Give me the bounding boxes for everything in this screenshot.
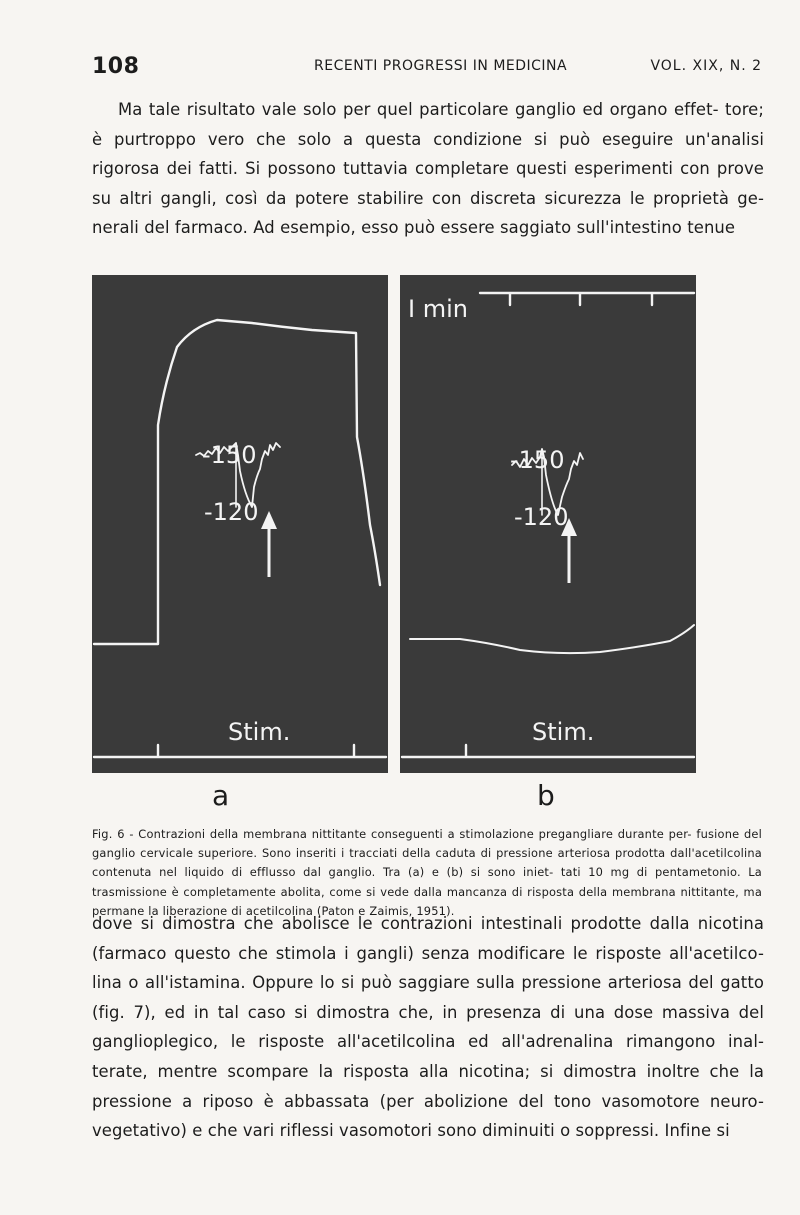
stim-label-b: Stim. — [532, 718, 595, 746]
label-120-b: -120 — [514, 503, 569, 531]
trace-svg-b — [400, 275, 696, 773]
page-header — [92, 52, 762, 86]
panel-letter-a: a — [212, 779, 230, 812]
body-paragraph-1: Ma tale risultato vale solo per quel particolare ganglio ed organo effet- tore; è purtroppo vero che solo a questa condizione si può eseguire un'analisi rigorosa dei fatti. Si possono tuttavia completare questi esperimenti con prove su altri gangli, così da potere stabilire con discreta sicurezza le proprietà ge- nerali del farmaco. Ad esempio, esso può essere saggiato sull'intestino tenue — [92, 100, 764, 238]
arrow-up-icon-a — [261, 511, 277, 577]
trace-svg-a — [92, 275, 388, 773]
stim-label-a: Stim. — [228, 718, 291, 746]
label-120-a: -120 — [204, 498, 259, 526]
kymograph-panel-a — [92, 275, 388, 773]
page-number: 108 — [92, 54, 140, 79]
running-title: RECENTI PROGRESSI IN MEDICINA — [314, 58, 568, 74]
label-150-a: -150 — [202, 441, 257, 469]
volume-issue: VOL. XIX, N. 2 — [650, 58, 762, 74]
time-marker-line — [480, 293, 696, 305]
kymograph-panel-b — [400, 275, 696, 773]
figure-6 — [92, 275, 752, 815]
time-label: I min — [408, 295, 468, 323]
label-150-b: -150 — [510, 446, 565, 474]
stim-signal-a — [94, 745, 386, 757]
membrane-trace-b — [410, 625, 694, 653]
body-paragraph-2: dove si dimostra che abolisce le contrazioni intestinali prodotte dalla nicotina (farmaco questo che stimola i gangli) senza modificare le risposte all'acetilco- lina o all'istamina. Oppure lo si può saggiare sulla pressione arteriosa del gatto (fig. 7), ed in tal caso si dimostra che, in presenza di una dose massiva del ganglioplegico, le risposte all'acetilcolina ed all'adrenalina rimangono inal- terate, mentre scompare la risposta alla nicotina; si dimostra inoltre che la pressione a riposo è abbassata (per abolizione del tono vasomotore neuro- vegetativo) e che vari riflessi vasomotori sono diminuiti o soppressi. Infine si — [92, 914, 764, 1141]
figure-caption: Fig. 6 - Contrazioni della membrana nittitante conseguenti a stimolazione pregangliare durante per- fusione del ganglio cervicale superiore. Sono inseriti i tracciati della caduta di pressione arteriosa prodotta dall'acetilcolina contenuta nel liquido di efflusso dal ganglio. Tra (a) e (b) si sono iniet- tati 10 mg di pentametonio. La trasmissione è completamente abolita, come si vede dalla mancanza di risposta della membrana nittitante, ma permane la liberazione di acetilcolina (Paton e Zaimis, 1951). — [92, 827, 762, 918]
membrane-trace-a — [94, 320, 380, 644]
panel-letter-b: b — [537, 779, 555, 812]
stim-signal-b — [402, 745, 696, 757]
